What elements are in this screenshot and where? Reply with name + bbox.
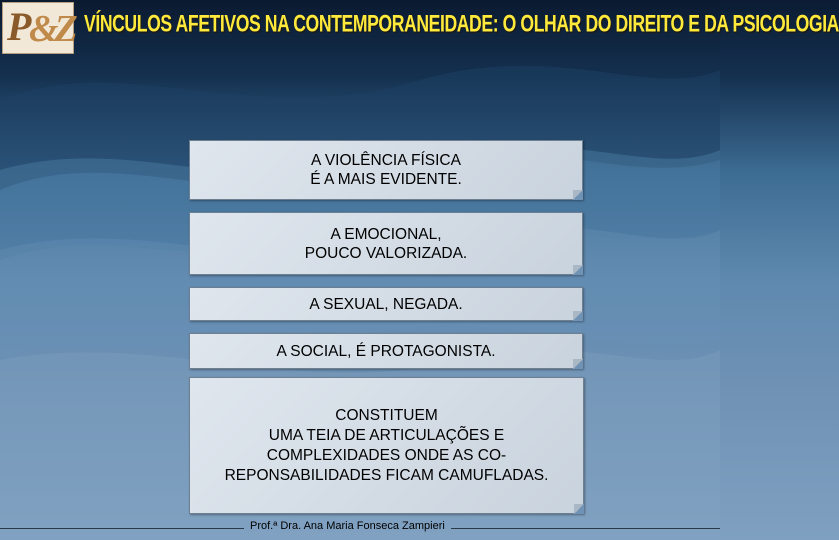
page-curl-icon <box>573 311 583 321</box>
logo <box>2 2 74 54</box>
box-text: A SOCIAL, É PROTAGONISTA. <box>276 342 496 360</box>
text-box-physical-violence <box>189 140 583 200</box>
slide-title: VÍNCULOS AFETIVOS NA CONTEMPORANEIDADE: O OLHAR DO DIREITO E DA PSICOLOGIA <box>84 10 839 37</box>
box-text: A EMOCIONAL, POUCO VALORIZADA. <box>304 225 468 262</box>
box-text: A VIOLÊNCIA FÍSICA É A MAIS EVIDENTE. <box>310 152 462 188</box>
page-curl-icon <box>573 265 583 275</box>
text-box-social <box>189 333 583 369</box>
text-box-sexual <box>189 287 583 321</box>
box-text: CONSTITUEM UMA TEIA DE ARTICULAÇÕES E COMPLEXIDADES ONDE AS CO- REPONSABILIDADES FICAM CAMUFLADAS. <box>224 406 549 484</box>
footer-author: Prof.ª Dra. Ana Maria Fonseca Zampieri <box>244 520 451 532</box>
text-box-emotional <box>189 212 583 275</box>
page-curl-icon <box>573 190 583 200</box>
box-text: A SEXUAL, NEGADA. <box>309 295 463 313</box>
page-curl-icon <box>573 359 583 369</box>
logo-letter-p: P <box>7 4 28 49</box>
logo-ampersand-z: &Z <box>29 8 74 50</box>
page-curl-icon <box>574 504 584 514</box>
text-box-conclusion <box>189 377 584 514</box>
